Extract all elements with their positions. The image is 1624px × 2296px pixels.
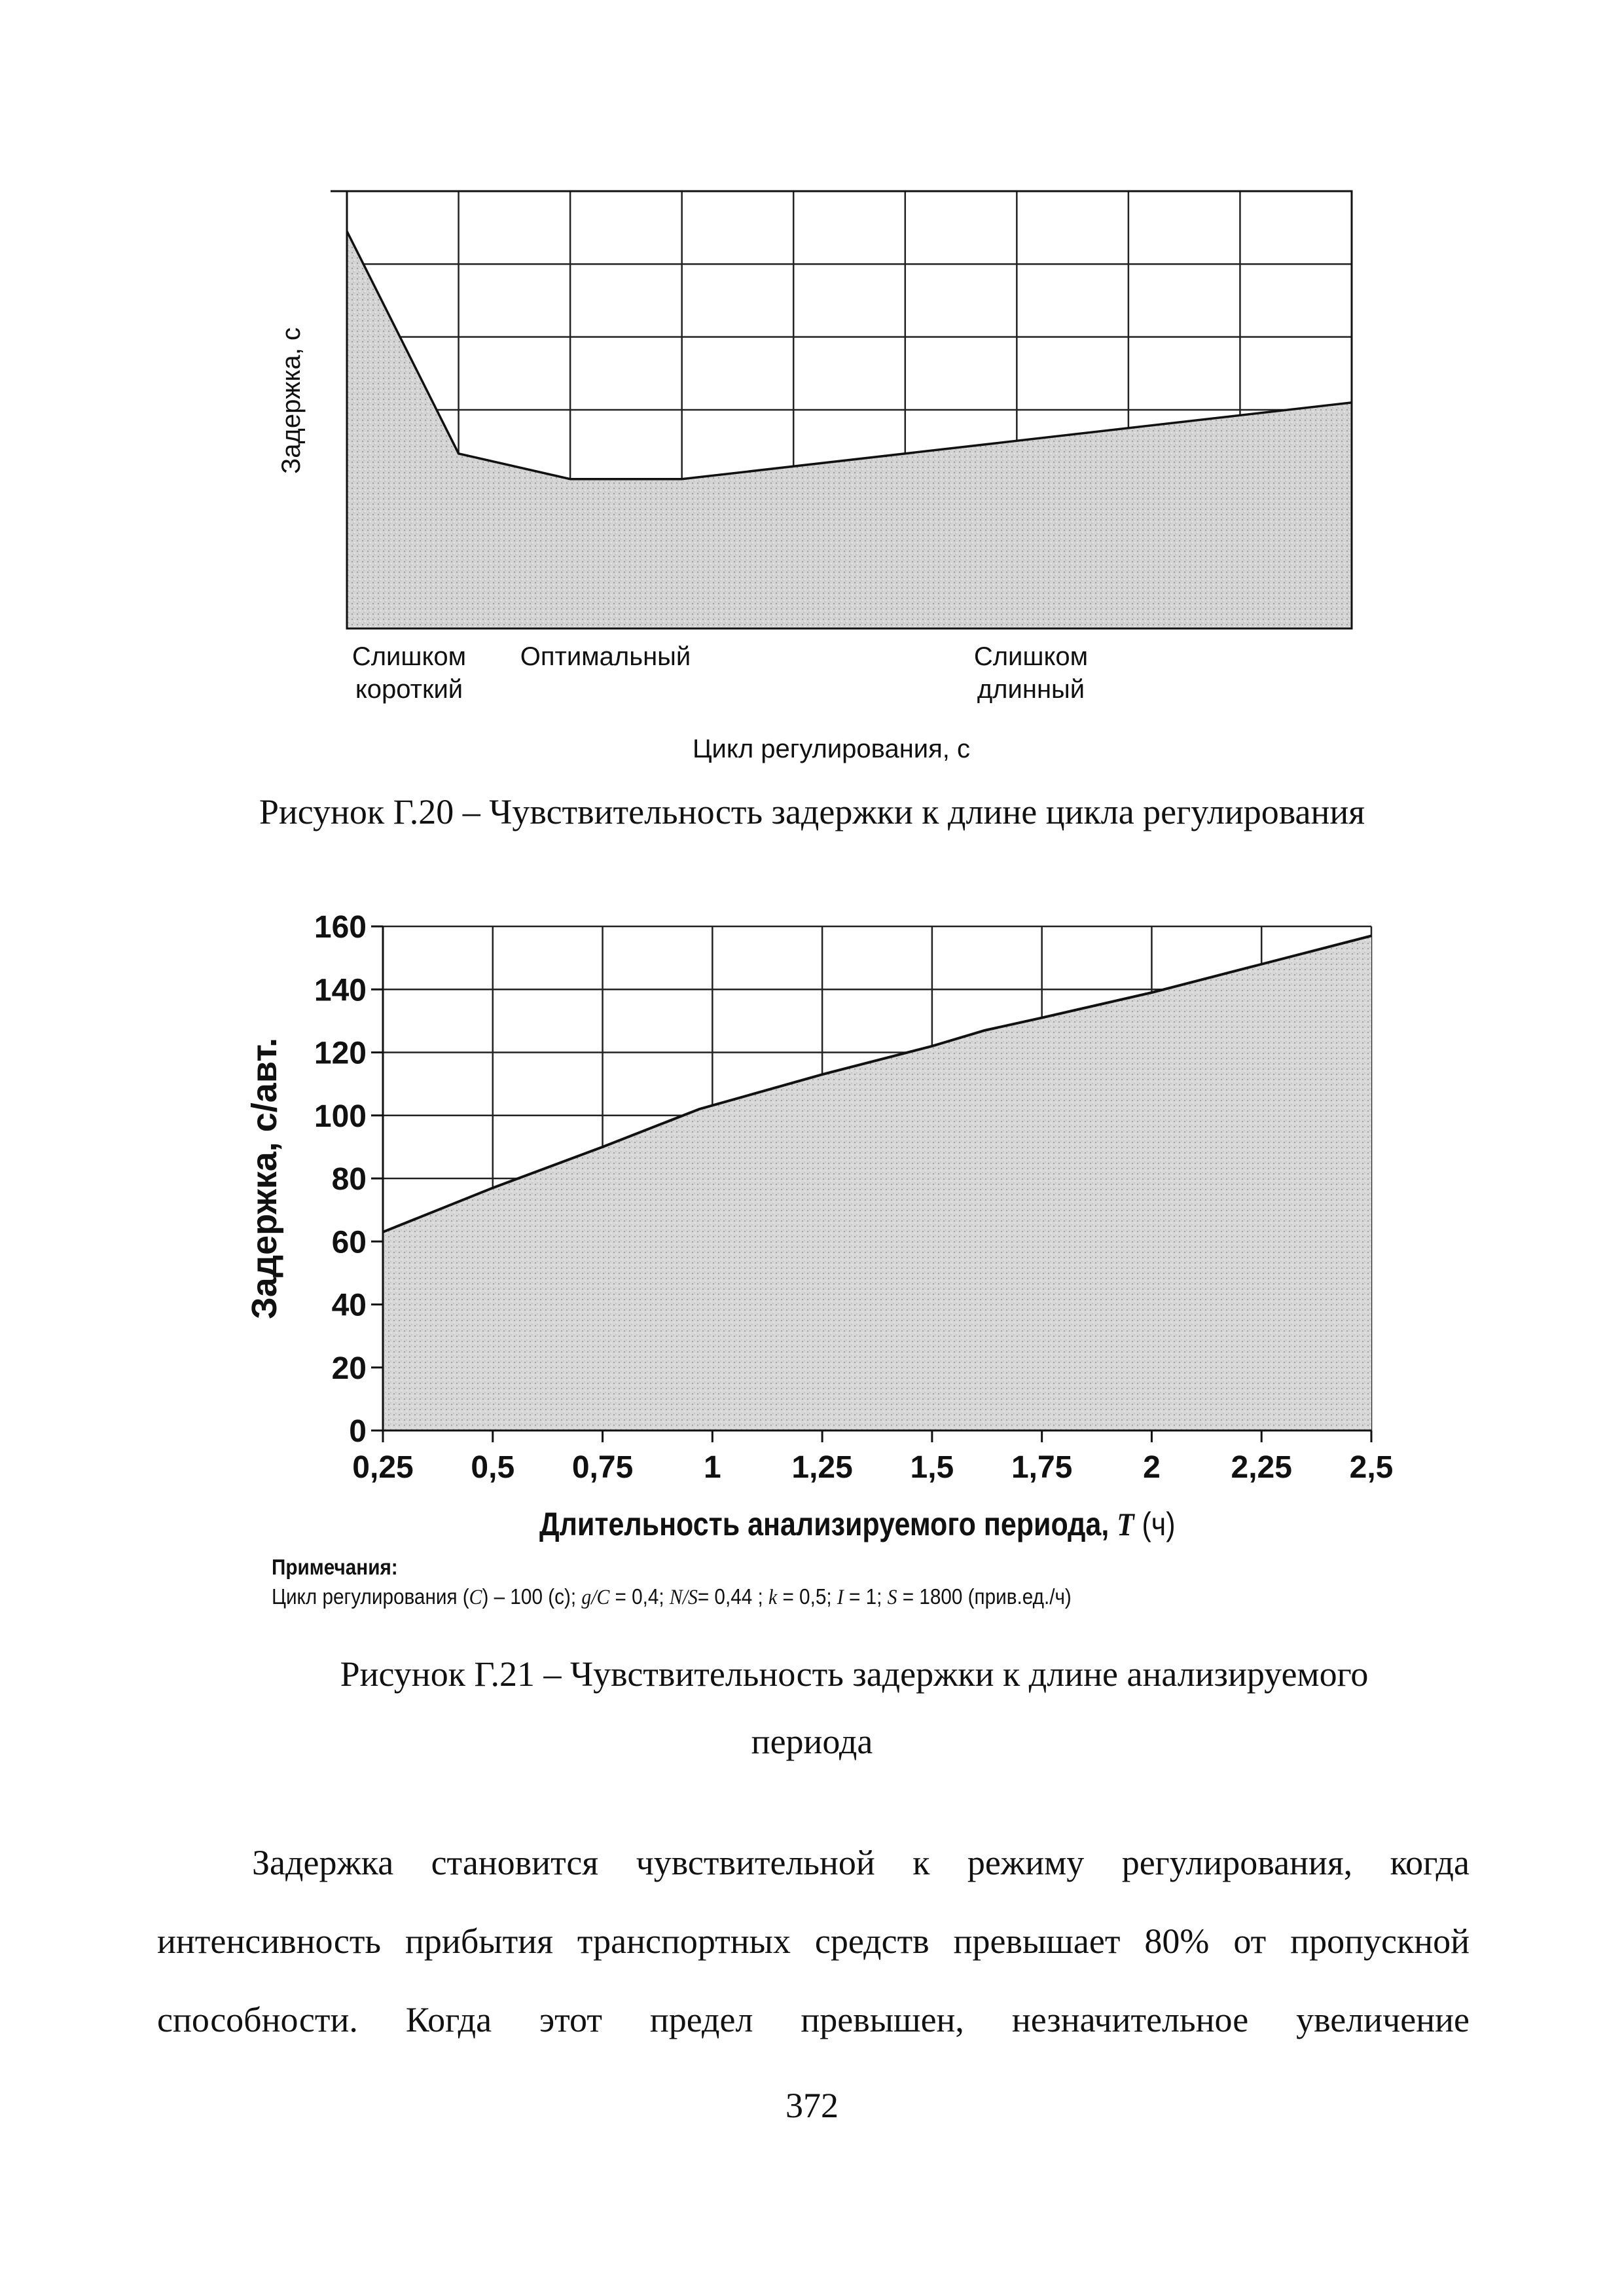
chart2-y-axis-title: Задержка, с/авт. (245, 1037, 284, 1320)
chart1-x-axis-title: Цикл регулирования, с (692, 735, 971, 763)
chart2-note-segment: = 0,5; (777, 1584, 837, 1609)
chart1-y-axis-title: Задержка, с (277, 327, 306, 474)
chart2-note-segment: = 1800 (прив.ед./ч) (897, 1584, 1072, 1609)
body-paragraph-line-2: интенсивность прибытия транспортных средств превышает 80% от пропускной (157, 1922, 1470, 1961)
figure-g21-chart (0, 884, 1624, 1584)
figure-g21-caption-line-1: Рисунок Г.21 – Чувствительность задержки к длине анализируемого (340, 1654, 1369, 1694)
chart2-y-tick-label: 60 (331, 1225, 367, 1260)
chart2-x-axis-unit: (ч) (1142, 1505, 1176, 1542)
chart2-note-variable: I (837, 1586, 844, 1609)
chart2-note-variable: N/S (669, 1586, 698, 1609)
chart2-x-axis-title-text: Длительность анализируемого периода, (539, 1505, 1110, 1542)
chart2-y-tick-label: 20 (331, 1351, 367, 1386)
chart2-x-tick-label: 1,25 (791, 1450, 853, 1485)
figure-g20-caption: Рисунок Г.20 – Чувствительность задержки к длине цикла регулирования (259, 792, 1365, 831)
chart2-x-tick-label: 0,25 (352, 1450, 414, 1485)
chart2-y-tick-label: 160 (314, 910, 367, 945)
chart2-x-axis-title (539, 1506, 1176, 1543)
chart2-y-tick-label: 0 (349, 1414, 367, 1449)
chart1-area-fill (347, 231, 1352, 629)
chart1-category-label: длинный (977, 675, 1085, 704)
chart2-notes-title: Примечания: (272, 1555, 398, 1579)
chart2-x-tick-label: 2,5 (1349, 1450, 1394, 1485)
chart2-note-segment: ) – 100 (с); (482, 1584, 582, 1609)
body-paragraph-line-1: Задержка становится чувствительной к режиму регулирования, когда (252, 1843, 1470, 1882)
chart2-area-fill (383, 936, 1371, 1430)
chart1-category-label: Оптимальный (520, 642, 691, 671)
chart2-note-variable: k (768, 1586, 778, 1609)
chart2-note-segment: = 0,4; (609, 1584, 670, 1609)
chart2-x-tick-label: 0,75 (571, 1450, 634, 1485)
body-paragraph-line-3: способности. Когда этот предел превышен, незначительное увеличение (157, 2000, 1470, 2039)
chart2-x-tick-label: 1,75 (1011, 1450, 1073, 1485)
chart1-category-label: Слишком (352, 642, 467, 671)
chart1-category-label: Слишком (973, 642, 1089, 671)
chart2-y-tick-label: 100 (314, 1099, 367, 1134)
figure-g20-chart (0, 0, 1624, 786)
chart2-note-segment: = 1; (843, 1584, 888, 1609)
chart2-x-tick-label: 0,5 (471, 1450, 515, 1485)
chart2-note-segment: = 0,44 ; (697, 1584, 769, 1609)
page-number: 372 (785, 2086, 839, 2125)
chart2-note-variable: S (887, 1586, 897, 1609)
chart2-x-tick-label: 2,25 (1231, 1450, 1292, 1485)
chart2-x-tick-label: 1,5 (910, 1450, 954, 1485)
chart2-y-tick-label: 140 (314, 973, 367, 1008)
chart2-note-variable: C (469, 1586, 482, 1609)
chart2-x-tick-label: 1 (703, 1450, 721, 1485)
chart2-notes-text (272, 1584, 1072, 1610)
figure-g21-caption-line-2: периода (751, 1722, 873, 1761)
chart2-y-tick-label: 80 (331, 1162, 367, 1197)
chart2-note-variable: g/C (581, 1586, 610, 1609)
chart2-note-segment: Цикл регулирования ( (272, 1584, 469, 1609)
chart2-y-tick-label: 120 (314, 1036, 367, 1071)
chart1-category-label: короткий (355, 675, 463, 704)
chart2-y-tick-label: 40 (331, 1288, 367, 1323)
chart2-x-tick-label: 2 (1143, 1450, 1161, 1485)
chart2-x-axis-variable: T (1117, 1506, 1134, 1543)
